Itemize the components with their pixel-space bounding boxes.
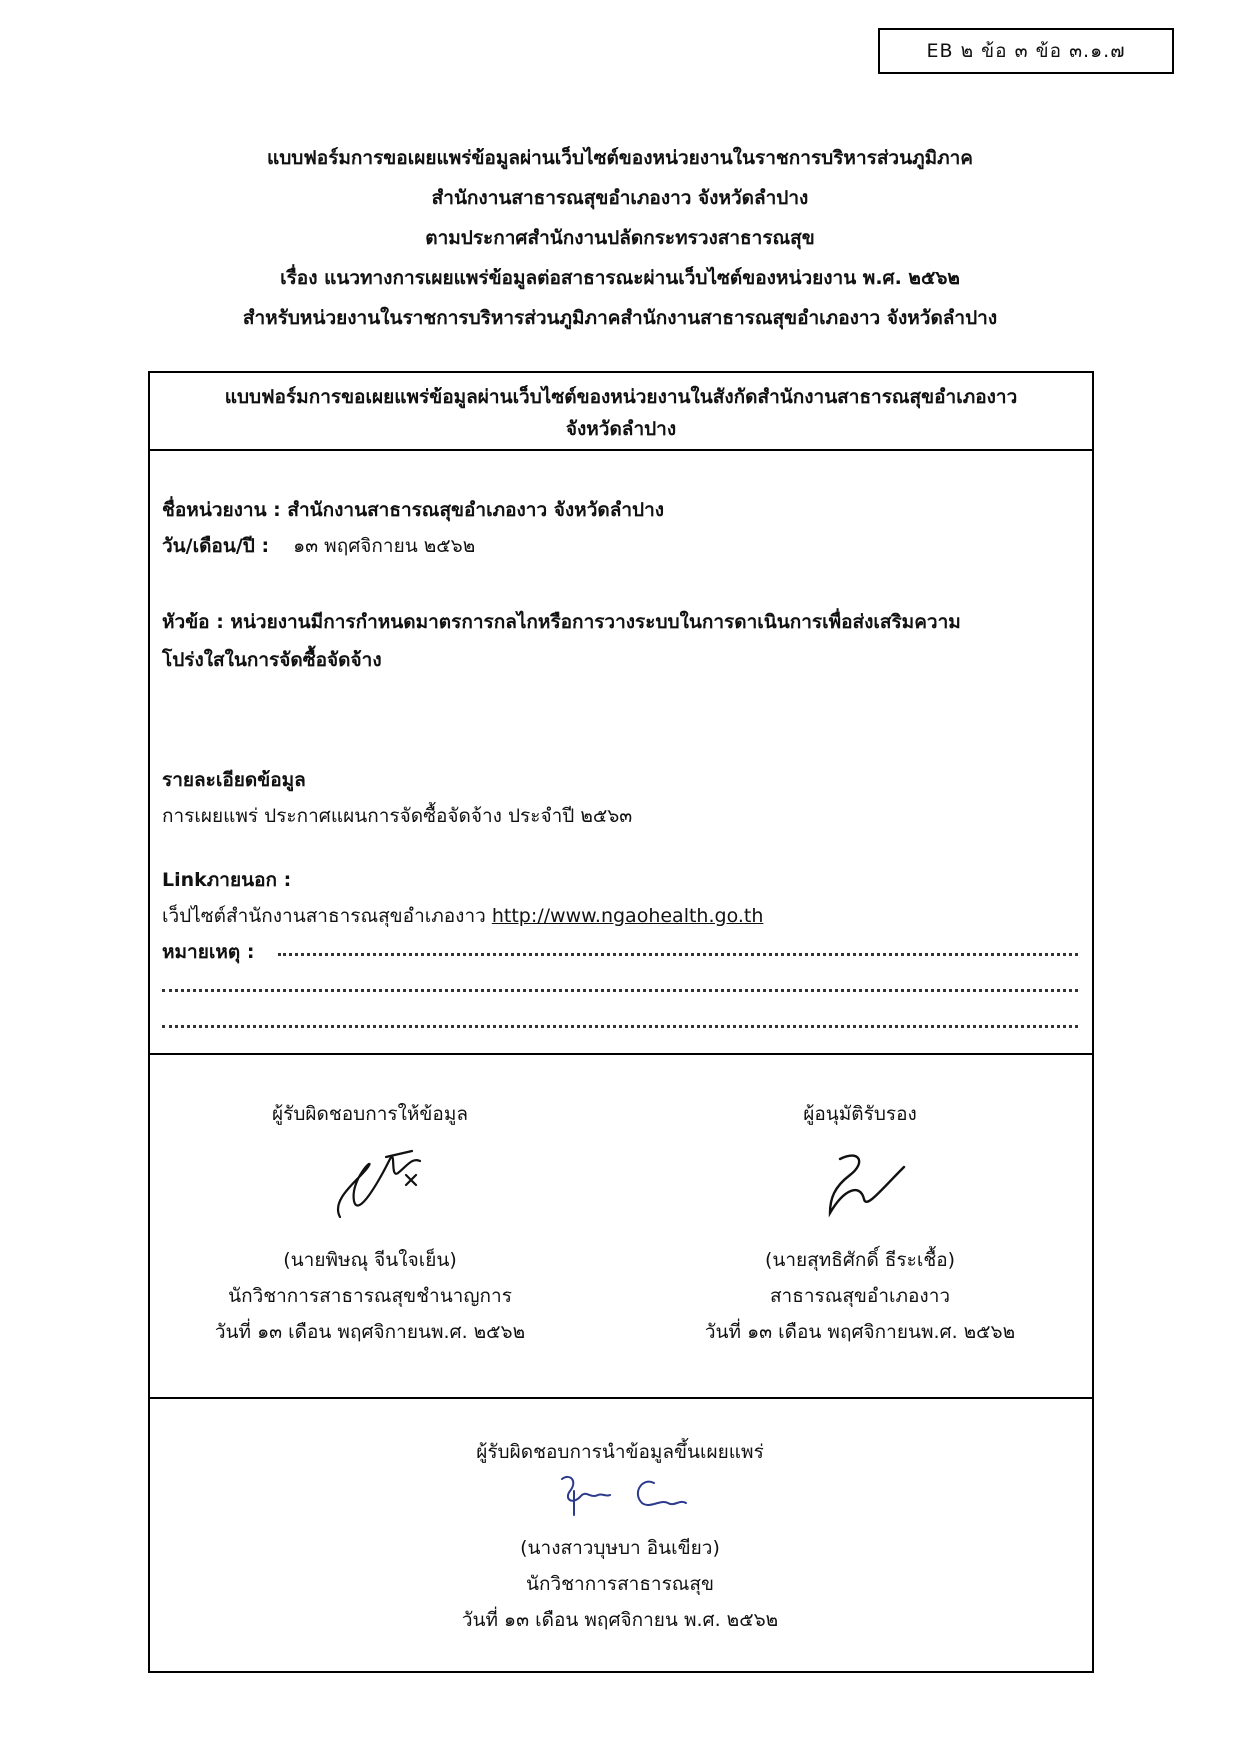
document-heading xyxy=(120,138,1120,338)
external-link-prefix: เว็ปไซต์สำนักงานสาธารณสุขอำเภองาว xyxy=(162,905,492,927)
heading-line-2: สำนักงานสาธารณสุขอำเภองาว จังหวัดลำปาง xyxy=(431,187,809,209)
approver-name: (นายสุทธิศักดิ์ ธีระเชื้อ) xyxy=(764,1249,956,1271)
form-title xyxy=(150,373,1092,451)
responsible-position: นักวิชาการสาธารณสุขชำนาญการ xyxy=(228,1285,512,1307)
form-information-section xyxy=(150,451,1092,1055)
remark-dotted-line-2 xyxy=(162,987,1078,992)
approver-position: สาธารณสุขอำเภองาว xyxy=(769,1285,951,1307)
external-link-label: Linkภายนอก : xyxy=(162,869,292,891)
external-link[interactable]: http://www.ngaohealth.go.th xyxy=(491,905,764,927)
signature-mark-publisher xyxy=(550,1469,700,1519)
form-title-line-1: แบบฟอร์มการขอเผยแพร่ข้อมูลผ่านเว็บไซต์ของหน่วยงานในสังกัดสำนักงานสาธารณสุขอำเภองาว xyxy=(224,386,1018,408)
approver-date: วันที่ ๑๓ เดือน พฤศจิกายนพ.ศ. ๒๕๖๒ xyxy=(704,1321,1016,1343)
remark-label: หมายเหตุ : xyxy=(162,941,255,963)
responsible-signer-block xyxy=(180,1055,560,1399)
date-label: วัน/เดือน/ปี : xyxy=(162,535,270,557)
publisher-date: วันที่ ๑๓ เดือน พฤศจิกายน พ.ศ. ๒๕๖๒ xyxy=(461,1609,779,1631)
approver-role: ผู้อนุมัติรับรอง xyxy=(803,1103,917,1125)
request-form xyxy=(148,371,1094,1673)
external-link-row xyxy=(162,901,763,931)
topic-line-2: โปร่งใสในการจัดซื้อจัดจ้าง xyxy=(162,649,382,671)
date-value: ๑๓ พฤศจิกายน ๒๕๖๒ xyxy=(293,535,476,557)
publisher-signer-block xyxy=(370,1399,870,1671)
document-reference-box xyxy=(878,28,1174,74)
responsible-name: (นายพิษณุ จีนใจเย็น) xyxy=(283,1249,457,1271)
signature-mark-left xyxy=(320,1139,440,1229)
remark-dotted-line-3 xyxy=(162,1023,1078,1028)
remark-dotted-line-1 xyxy=(278,951,1078,956)
publisher-name: (นางสาวบุษบา อินเขียว) xyxy=(520,1537,720,1559)
agency-name: ชื่อหน่วยงาน : สำนักงานสาธารณสุขอำเภองาว จังหวัดลำปาง xyxy=(162,499,665,521)
approver-signer-block xyxy=(670,1055,1050,1399)
date-row xyxy=(162,531,475,561)
publisher-position: นักวิชาการสาธารณสุข xyxy=(525,1573,715,1595)
document-reference: EB ๒ ข้อ ๓ ข้อ ๓.๑.๗ xyxy=(926,40,1126,62)
details-label: รายละเอียดข้อมูล xyxy=(162,769,306,791)
approval-signatures-section xyxy=(150,1055,1092,1399)
heading-line-4: เรื่อง แนวทางการเผยแพร่ข้อมูลต่อสาธารณะผ่านเว็บไซต์ของหน่วยงาน พ.ศ. ๒๕๖๒ xyxy=(280,267,960,289)
responsible-date: วันที่ ๑๓ เดือน พฤศจิกายนพ.ศ. ๒๕๖๒ xyxy=(214,1321,526,1343)
publisher-role: ผู้รับผิดชอบการนำข้อมูลขึ้นเผยแพร่ xyxy=(476,1441,764,1463)
heading-line-3: ตามประกาศสำนักงานปลัดกระทรวงสาธารณสุข xyxy=(425,227,815,249)
signature-mark-right xyxy=(800,1139,920,1229)
topic-line-1: หัวข้อ : หน่วยงานมีการกำหนดมาตรการกลไกหรือการวางระบบในการดาเนินการเพื่อส่งเสริมความ xyxy=(162,611,961,633)
details-value: การเผยแพร่ ประกาศแผนการจัดซื้อจัดจ้าง ประจำปี ๒๕๖๓ xyxy=(162,805,633,827)
publisher-section xyxy=(150,1399,1092,1671)
heading-line-1: แบบฟอร์มการขอเผยแพร่ข้อมูลผ่านเว็บไซต์ของหน่วยงานในราชการบริหารส่วนภูมิภาค xyxy=(266,147,974,169)
form-title-line-2: จังหวัดลำปาง xyxy=(565,418,677,440)
responsible-role: ผู้รับผิดชอบการให้ข้อมูล xyxy=(272,1103,468,1125)
heading-line-5: สำหรับหน่วยงานในราชการบริหารส่วนภูมิภาคสำนักงานสาธารณสุขอำเภองาว จังหวัดลำปาง xyxy=(242,307,998,329)
